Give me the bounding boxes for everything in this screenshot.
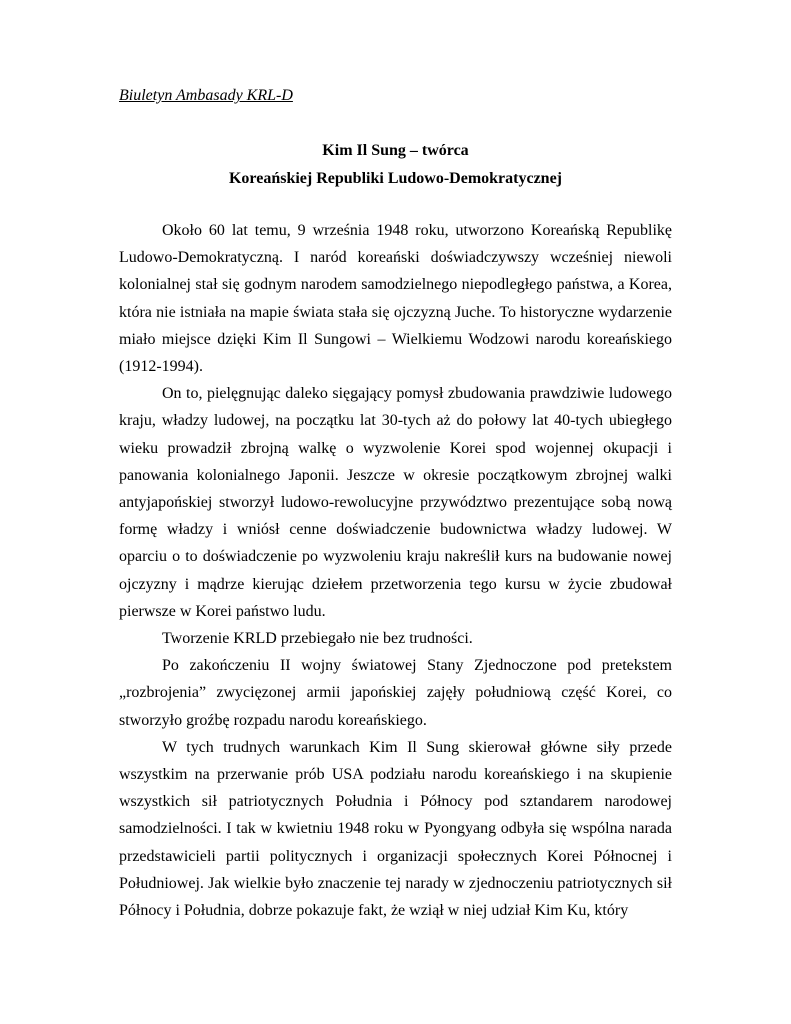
paragraph-4: Po zakończeniu II wojny światowej Stany Zjednoczone pod pretekstem „rozbrojenia” zwycięzonej armii japońskiej zajęły południową część Korei, co stworzyło groźbę rozpadu narodu koreańskiego. [119,657,672,729]
paragraph-5: W tych trudnych warunkach Kim Il Sung skierował główne siły przede wszystkim na przerwanie prób USA podziału narodu koreańskiego i na skupienie wszystkich sił patriotycznych Południa i Północy pod sztandarem narodowej samodzielności. I tak w kwietniu 1948 roku w Pyongyang odbyła się wspólna narada przedstawicieli partii politycznych i organizacji społecznych Korei Północnej i Południowej. Jak wielkie było znaczenie tej narady w zjednoczeniu patriotycznych sił Północy i Południa, dobrze pokazuje fakt, że wziął w niej udział Kim Ku, który [119,738,672,920]
paragraph-2: On to, pielęgnując daleko sięgający pomysł zbudowania prawdziwie ludowego kraju, władzy ludowej, na początku lat 30-tych aż do połowy lat 40-tych ubiegłego wieku prowadził zbrojną walkę o wyzwolenie Korei spod wojennej okupacji i panowania kolonialnego Japonii. Jeszcze w okresie początkowym zbrojnej walki antyjapońskiej stworzył ludowo-rewolucyjne przywództwo prezentujące sobą nową formę władzy i wniósł cenne doświadczenie budownictwa władzy ludowej. W oparciu o to doświadczenie po wyzwoleniu kraju nakreślił kurs na budowanie nowej ojczyzny i mądrze kierując dziełem przetworzenia tego kursu w życie zbudował pierwsze w Korei państwo ludu. [119,385,672,620]
document-body [119,217,672,924]
bulletin-header: Biuletyn Ambasady KRL-D [119,87,293,104]
title-line-1: Kim Il Sung – twórca [322,142,469,159]
paragraph-1: Około 60 lat temu, 9 września 1948 roku, utworzono Koreańską Republikę Ludowo-Demokratyczną. I naród koreański doświadczywszy wcześniej niewoli kolonialnej stał się godnym narodem samodzielnego niepodległego państwa, a Korea, która nie istniała na mapie świata stała się ojczyzną Juche. To historyczne wydarzenie miało miejsce dzięki Kim Il Sungowi – Wielkiemu Wodzowi narodu koreańskiego (1912-1994). [119,222,672,376]
paragraph-3: Tworzenie KRLD przebiegało nie bez trudności. [162,630,473,648]
title-line-2: Koreańskiej Republiki Ludowo-Demokratycznej [228,170,563,187]
